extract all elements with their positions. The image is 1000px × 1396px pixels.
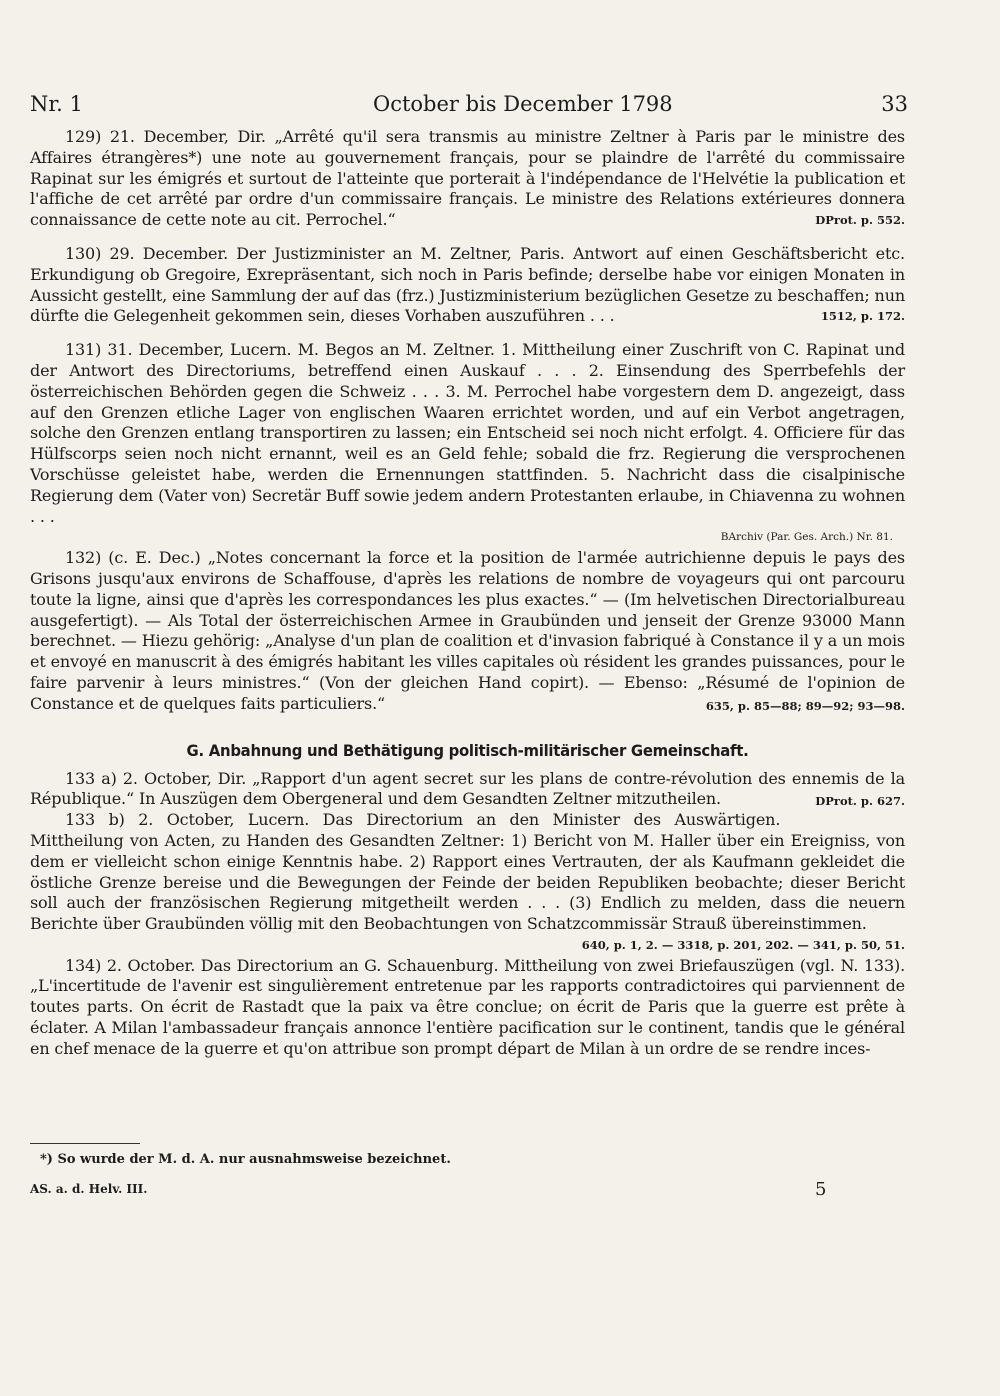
entry-129 <box>30 127 905 231</box>
page-number: 33 <box>881 92 908 116</box>
section-heading: G. Anbahnung und Bethätigung politisch-militärischer Gemeinschaft. <box>186 740 749 760</box>
footnote: *) So wurde der M. d. A. nur ausnahmsweise bezeichnet. <box>40 1152 451 1167</box>
entry-text: 129) 21. December, Dir. „Arrêté qu'il sera transmis au ministre Zeltner à Paris par le ministre des Affaires étrangères*) une note au gouvernement français, pour se plaindre de l'arrêté du commissaire Rapinat sur les émigrés et surtout de l'atteinte que porterait à l'indépendance de l'Helvétie la publication et l'affiche de cet arrêté par ordre d'un commissaire français. Le ministre des Relations extérieures donnera connaissance de cette note au cit. Perrochel.“ <box>30 127 905 230</box>
footer-signature: AS. a. d. Helv. III. <box>30 1182 148 1196</box>
entry-133a <box>30 769 905 811</box>
header-issue-number: Nr. 1 <box>30 92 83 116</box>
header-title: October bis December 1798 <box>373 92 673 116</box>
entry-132 <box>30 548 905 714</box>
entry-text: 130) 29. December. Der Justizminister an M. Zeltner, Paris. Antwort auf einen Geschäftsbericht etc. Erkundigung ob Gregoire, Exrepräsentant, sich noch in Paris befinde; derselbe habe vor einigen Monaten in Aussicht gestellt, eine Sammlung der auf das (frz.) Justizministerium bezüglichen Gesetze zu beschaffen; nun dürfte die Gelegenheit gekommen sein, dieses Vorhaben auszuführen . . . <box>30 243 906 326</box>
footnote-rule <box>30 1143 140 1144</box>
entry-source: 635, p. 85—88; 89—92; 93—98. <box>705 698 905 713</box>
page-body <box>30 127 905 1060</box>
entry-source: BArchiv (Par. Ges. Arch.) Nr. 81. <box>720 531 893 544</box>
sheet-number: 5 <box>815 1179 827 1200</box>
entry-text: 132) (c. E. Dec.) „Notes concernant la force et la position de l'armée autrichienne depuis le pays des Grisons jusqu'aux environs de Schaffouse, d'après les relations de nombre de voyageurs qui ont parcouru toute la ligne, ainsi que d'après les correspondances les plus exactes.“ — (Im helvetischen Directorialbureau ausgefertigt). — Als Total der österreichischen Armee in Graubünden und jenseit der Grenze 93000 Mann berechnet. — Hiezu gehörig: „Analyse d'un plan de coalition et d'invasion fabriqué à Constance il y a un mois et envoyé en manuscrit à des émigrés habitant les villes capitales où résident les grandes puissances, pour le faire parvenir à leurs ministres.“ (Von der gleichen Hand copirt). — Ebenso: „Résumé de l'opinion de Constance et de quelques faits particuliers.“ <box>30 548 905 713</box>
entry-134 <box>30 956 905 1060</box>
entry-source: 1512, p. 172. <box>820 309 905 324</box>
entry-130 <box>30 244 905 327</box>
entry-text: 131) 31. December, Lucern. M. Begos an M. Zeltner. 1. Mittheilung einer Zuschrift von C. Rapinat und der Antwort des Directoriums, betreffend einen Auskauf . . . 2. Einsendung des Sperrbefehls der österreichischen Behörden gegen die Schweiz . . . 3. M. Perrochel habe vorgestern dem D. angezeigt, dass auf den Grenzen etliche Lager von englischen Waaren errichtet worden, und auf ein Verbot angetragen, solche den Grenzen entlang transportiren zu lassen; ein Entscheid sei noch nicht erfolgt. 4. Officiere für das Hülfscorps seien noch nicht ernannt, weil es an Geld fehle; sobald die frz. Regierung die versprochenen Vorschüsse geleistet habe, werden die Ernennungen stattfinden. 5. Nachricht dass die cisalpinische Regierung dem (Vater von) Secretär Buff sowie jedem andern Protestanten erlaube, in Chiavenna zu wohnen . . . <box>30 340 905 526</box>
entry-text: 133 b) 2. October, Lucern. Das Directorium an den Minister des Auswärtigen. Mittheilung von Acten, zu Handen des Gesandten Zeltner: 1) Bericht von M. Haller über ein Ereigniss, von dem er vielleicht schon einige Kenntnis habe. 2) Rapport eines Vertrauten, der als Kaufmann gekleidet die östliche Grenze bereise und die Bewegungen der Feinde der beiden Republiken beobachte; dieser Bericht soll auch der französischen Regierung mitgetheilt werden . . . (3) Endlich zu melden, dass die neuern Berichte über Graubünden völlig mit den Beobachtungen von Schatzcommissär Strauß übereinstimmen. <box>30 810 905 934</box>
entry-text: 134) 2. October. Das Directorium an G. Schauenburg. Mittheilung von zwei Briefauszügen (vgl. N. 133). „L'incertitude de l'avenir est singulièrement entretenue par les rapports contradictoires qui parviennent de toutes parts. On écrit de Rastadt que la paix va être conclue; on écrit de Paris que la guerre est prête à éclater. A Milan l'ambassadeur français annonce l'entière pacification sur le continent, tandis que le général en chef menace de la guerre et qu'on attribue son prompt départ de Milan à un ordre de se rendre inces- <box>30 955 905 1058</box>
entry-131 <box>30 340 905 548</box>
entry-source: DProt. p. 627. <box>815 794 905 809</box>
entry-source: DProt. p. 552. <box>815 213 905 228</box>
entry-133b <box>30 810 905 956</box>
entry-source: 640, p. 1, 2. — 3318, p. 201, 202. — 341, p. 50, 51. <box>581 937 905 952</box>
running-header <box>30 92 908 122</box>
entry-text: 133 a) 2. October, Dir. „Rapport d'un agent secret sur les plans de contre-révolution des ennemis de la République.“ In Auszügen dem Obergeneral und dem Gesandten Zeltner mitzutheilen. <box>30 768 905 809</box>
